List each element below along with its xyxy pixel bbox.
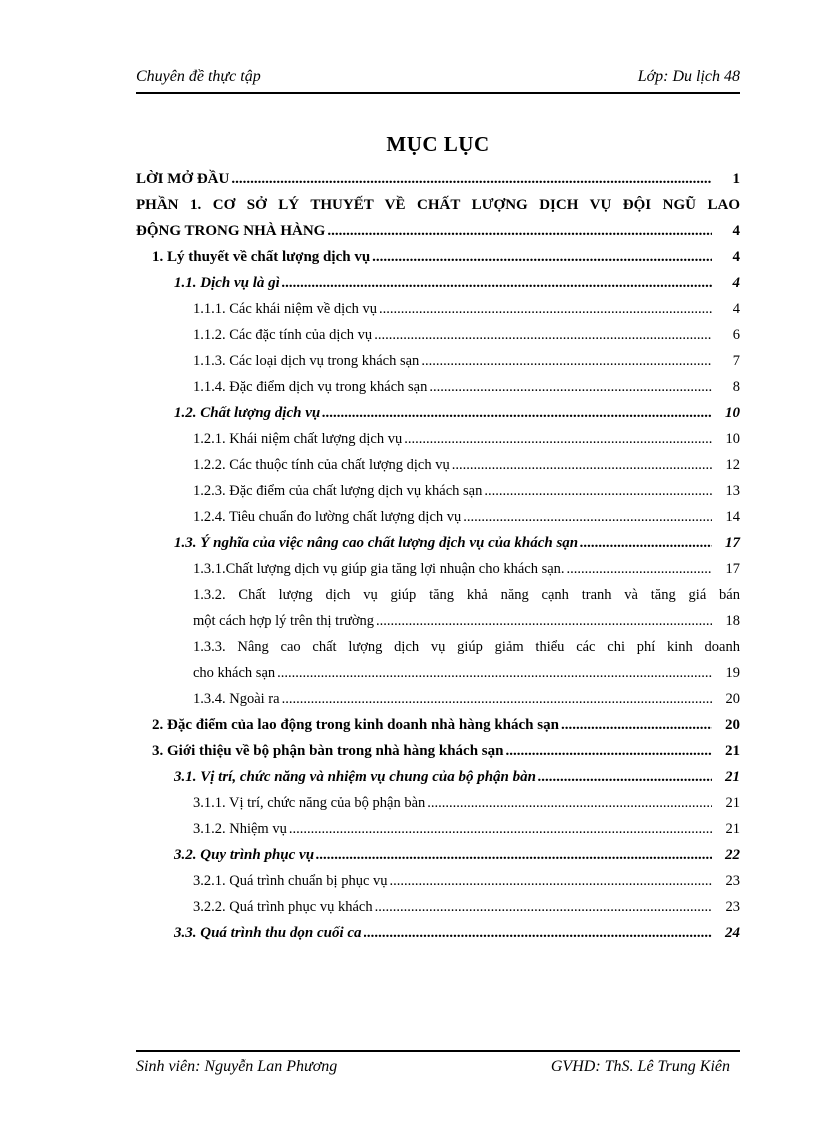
toc-entry[interactable] [136, 244, 740, 270]
toc-entry[interactable] [136, 270, 740, 296]
toc-entry[interactable] [136, 608, 740, 634]
dot-leader [231, 166, 712, 192]
toc-entry[interactable] [136, 504, 740, 530]
toc-entry[interactable] [136, 218, 740, 244]
page-header [136, 66, 740, 94]
dot-leader [282, 270, 712, 296]
toc-entry[interactable] [136, 296, 740, 322]
toc-page-number: 10 [725, 431, 740, 447]
toc-entry-title: cho khách sạn [193, 665, 276, 681]
toc-entry-title: 3.2.2. Quá trình phục vụ khách [193, 899, 373, 915]
toc-entry[interactable] [136, 426, 740, 452]
dot-leader [282, 686, 712, 712]
dot-leader [327, 218, 712, 244]
toc-page-number: 21 [725, 743, 740, 759]
toc-entry-title: 1.2.3. Đặc điểm của chất lượng dịch vụ khách sạn [193, 483, 483, 499]
dot-leader [452, 452, 712, 478]
toc-entry[interactable] [136, 166, 740, 192]
toc-entry-title: một cách hợp lý trên thị trường [193, 613, 375, 629]
toc-entry[interactable] [136, 452, 740, 478]
dot-leader [427, 790, 712, 816]
toc-entry-title: 3. Giới thiệu về bộ phận bàn trong nhà hàng khách sạn [152, 743, 504, 759]
toc-entry-title: LỜI MỞ ĐẦU [136, 171, 230, 187]
dot-leader [561, 712, 712, 738]
toc-page-number: 21 [725, 769, 740, 785]
toc-page-number: 8 [732, 379, 740, 395]
toc-entry[interactable] [136, 530, 740, 556]
toc-page-number: 4 [732, 301, 740, 317]
toc-page-number: 10 [725, 405, 740, 421]
toc-entry-title: 1.3.4. Ngoài ra [193, 691, 280, 707]
toc-page-number: 13 [725, 483, 740, 499]
footer-student: Sinh viên: Nguyễn Lan Phương [136, 1058, 338, 1075]
toc-entry[interactable] [136, 712, 740, 738]
toc-page-number: 19 [725, 665, 740, 681]
toc-entry[interactable] [136, 686, 740, 712]
dot-leader [289, 816, 712, 842]
toc-entry-title: 1.2. Chất lượng dịch vụ [174, 405, 321, 421]
toc-entry-line1[interactable]: PHẦN 1. CƠ SỞ LÝ THUYẾT VỀ CHẤT LƯỢNG DỊCH VỤ ĐỘI NGŨ LAO [136, 197, 740, 213]
toc-entry-title: 1.1.3. Các loại dịch vụ trong khách sạn [193, 353, 420, 369]
toc-entry-title: 3.2.1. Quá trình chuẩn bị phục vụ [193, 873, 388, 889]
table-of-contents [136, 166, 740, 946]
toc-page-number: 4 [732, 249, 740, 265]
toc-entry-line1[interactable]: 1.3.3. Nâng cao chất lượng dịch vụ giúp giảm thiểu các chi phí kinh doanh [193, 639, 740, 655]
toc-page-number: 17 [725, 535, 740, 551]
header-course: Chuyên đề thực tập [136, 68, 261, 85]
toc-page-number: 1 [732, 171, 740, 187]
toc-entry-title: 1.3.1.Chất lượng dịch vụ giúp gia tăng lợi nhuận cho khách sạn. [193, 561, 565, 577]
toc-entry[interactable] [136, 790, 740, 816]
toc-page-number: 24 [725, 925, 740, 941]
page-footer [136, 1050, 740, 1082]
toc-entry-line1[interactable]: 1.3.2. Chất lượng dịch vụ giúp tăng khả năng cạnh tranh và tăng giá bán [193, 587, 740, 603]
toc-entry-title: 3.3. Quá trình thu dọn cuối ca [174, 925, 362, 941]
toc-entry[interactable] [136, 660, 740, 686]
toc-entry[interactable] [136, 920, 740, 946]
toc-entry-title: 1.1. Dịch vụ là gì [174, 275, 280, 291]
toc-page-number: 4 [732, 275, 740, 291]
dot-leader [379, 296, 712, 322]
dot-leader [375, 894, 712, 920]
toc-page-number: 18 [725, 613, 740, 629]
toc-entry-title: 2. Đặc điểm của lao động trong kinh doanh nhà hàng khách sạn [152, 717, 559, 733]
toc-entry-title: 3.2. Quy trình phục vụ [174, 847, 315, 863]
toc-entry[interactable] [136, 374, 740, 400]
footer-advisor: GVHD: ThS. Lê Trung Kiên [550, 1058, 730, 1075]
toc-entry[interactable] [136, 894, 740, 920]
toc-page-number: 23 [725, 899, 740, 915]
toc-entry-title: 1. Lý thuyết về chất lượng dịch vụ [152, 249, 371, 265]
toc-entry-title: 1.1.1. Các khái niệm về dịch vụ [193, 301, 378, 317]
toc-entry[interactable] [136, 738, 740, 764]
dot-leader [364, 920, 712, 946]
page-title: MỤC LỤC [386, 132, 490, 156]
toc-entry[interactable] [136, 556, 740, 582]
dot-leader [372, 244, 712, 270]
dot-leader [580, 530, 712, 556]
dot-leader [376, 608, 712, 634]
dot-leader [567, 556, 712, 582]
toc-page-number: 6 [732, 327, 740, 343]
toc-page-number: 20 [725, 691, 740, 707]
toc-entry-title: 1.2.2. Các thuộc tính của chất lượng dịch vụ [193, 457, 450, 473]
toc-entry-title: 1.1.2. Các đặc tính của dịch vụ [193, 327, 373, 343]
toc-entry-title: 1.2.1. Khái niệm chất lượng dịch vụ [193, 431, 403, 447]
toc-entry-title: 3.1.2. Nhiệm vụ [193, 821, 287, 837]
dot-leader [484, 478, 712, 504]
toc-page-number: 14 [725, 509, 740, 525]
toc-entry[interactable] [136, 322, 740, 348]
toc-entry[interactable] [136, 478, 740, 504]
toc-entry-title: 3.1. Vị trí, chức năng và nhiệm vụ chung của bộ phận bàn [174, 769, 536, 785]
toc-entry[interactable] [136, 868, 740, 894]
toc-entry[interactable] [136, 816, 740, 842]
toc-entry[interactable] [136, 842, 740, 868]
toc-page-number: 17 [725, 561, 740, 577]
toc-entry[interactable] [136, 348, 740, 374]
header-class: Lớp: Du lịch 48 [637, 68, 740, 85]
dot-leader [421, 348, 712, 374]
dot-leader [390, 868, 712, 894]
toc-entry[interactable] [136, 400, 740, 426]
toc-entry[interactable] [136, 764, 740, 790]
dot-leader [429, 374, 712, 400]
dot-leader [322, 400, 712, 426]
toc-entry-title: 1.1.4. Đặc điểm dịch vụ trong khách sạn [193, 379, 428, 395]
toc-entry-title: 3.1.1. Vị trí, chức năng của bộ phận bàn [193, 795, 426, 811]
toc-page-number: 21 [725, 821, 740, 837]
toc-page-number: 23 [725, 873, 740, 889]
toc-entry-title: ĐỘNG TRONG NHÀ HÀNG [136, 223, 326, 239]
toc-page-number: 4 [732, 223, 740, 239]
toc-page-number: 7 [732, 353, 740, 369]
toc-page-number: 12 [725, 457, 740, 473]
dot-leader [463, 504, 712, 530]
dot-leader [277, 660, 712, 686]
toc-page-number: 22 [725, 847, 740, 863]
toc-entry-title: 1.3. Ý nghĩa của việc nâng cao chất lượng dịch vụ của khách sạn [174, 535, 579, 551]
dot-leader [538, 764, 712, 790]
dot-leader [374, 322, 712, 348]
toc-page-number: 21 [725, 795, 740, 811]
dot-leader [505, 738, 712, 764]
dot-leader [404, 426, 712, 452]
dot-leader [316, 842, 712, 868]
toc-entry-title: 1.2.4. Tiêu chuẩn đo lường chất lượng dịch vụ [193, 509, 462, 525]
toc-page-number: 20 [725, 717, 740, 733]
